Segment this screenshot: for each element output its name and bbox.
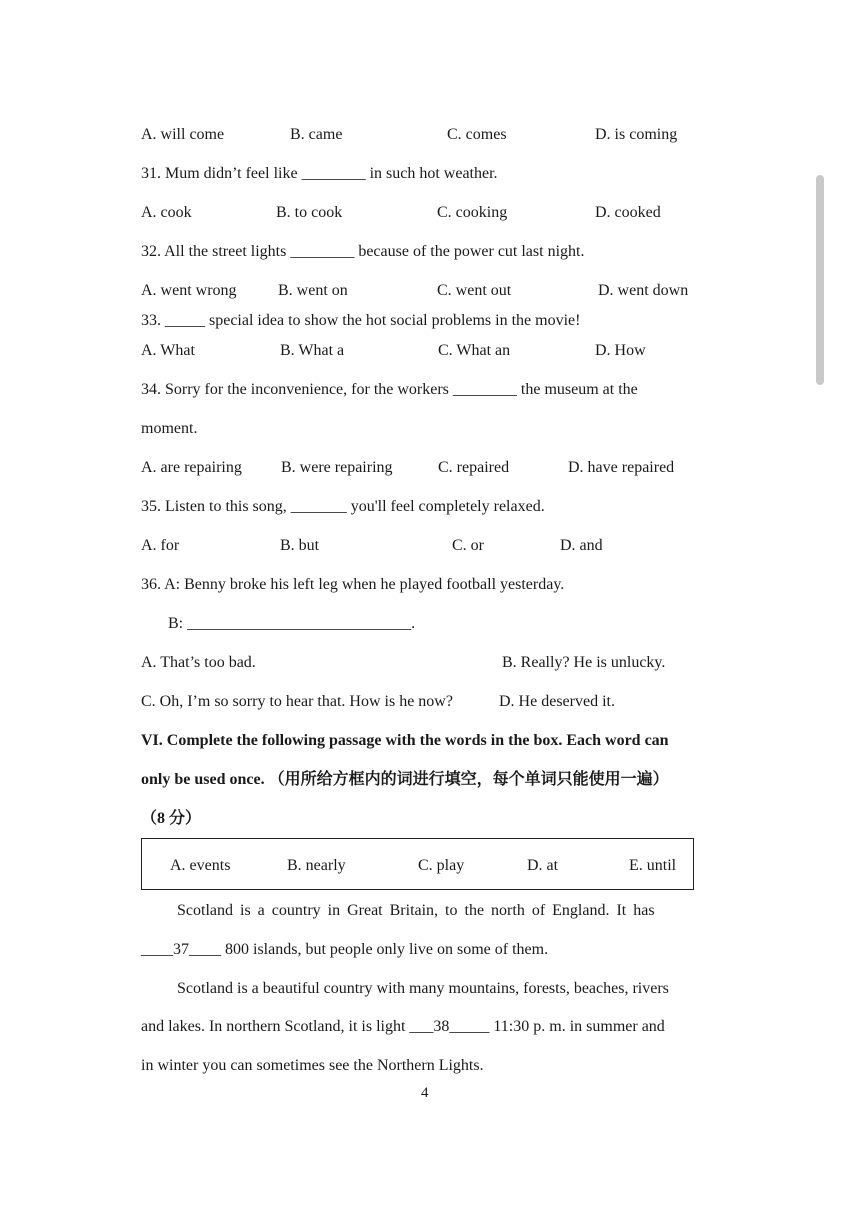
word-box-item-d: D. at (527, 857, 559, 874)
q32-option-b: B. went on (278, 282, 348, 299)
passage-paragraph-2: Scotland is a beautiful country with many mountains, forests, beaches, rivers (177, 980, 669, 997)
q32-option-a: A. went wrong (141, 282, 237, 299)
q36-reply-blank: B: ____________________________. (168, 615, 416, 632)
q31-stem: 31. Mum didn’t feel like ________ in such hot weather. (141, 165, 498, 182)
q31-option-b: B. to cook (276, 204, 343, 221)
section-score: （8 分） (141, 810, 202, 827)
q32-option-d: D. went down (598, 282, 689, 299)
q31-option-c: C. cooking (437, 204, 508, 221)
page-number: 4 (421, 1085, 429, 1101)
q35-option-d: D. and (560, 537, 603, 554)
q34-stem: 34. Sorry for the inconvenience, for the workers ________ the museum at the (141, 381, 638, 398)
word-box-item-e: E. until (629, 857, 677, 874)
q35-option-a: A. for (141, 537, 180, 554)
q36-option-a: A. That’s too bad. (141, 654, 256, 671)
word-box-item-a: A. events (170, 857, 231, 874)
q32-option-c: C. went out (437, 282, 512, 299)
q33-option-d: D. How (595, 342, 646, 359)
q36-option-b: B. Really? He is unlucky. (502, 654, 666, 671)
passage-paragraph-1: Scotland is a country in Great Britain, to the north of England. It has (177, 902, 655, 919)
q36-option-d: D. He deserved it. (499, 693, 615, 710)
q34-stem-continued: moment. (141, 420, 198, 437)
q36-option-c: C. Oh, I’m so sorry to hear that. How is he now? (141, 693, 453, 710)
q34-option-d: D. have repaired (568, 459, 675, 476)
q34-option-a: A. are repairing (141, 459, 242, 476)
passage-paragraph-1-line2: ____37____ 800 islands, but people only live on some of them. (141, 941, 549, 958)
q35-stem: 35. Listen to this song, _______ you'll feel completely relaxed. (141, 498, 545, 515)
q31-option-a: A. cook (141, 204, 192, 221)
vertical-scrollbar[interactable] (816, 175, 824, 385)
section-heading-line2: only be used once. （用所给方框内的词进行填空，每个单词只能使用一遍） (141, 771, 669, 788)
q35-option-c: C. or (452, 537, 484, 554)
q30-option-a: A. will come (141, 126, 225, 143)
q32-stem: 32. All the street lights ________ because of the power cut last night. (141, 243, 585, 260)
q30-option-b: B. came (290, 126, 343, 143)
passage-paragraph-2-line2: and lakes. In northern Scotland, it is light ___38_____ 11:30 p. m. in summer and (141, 1018, 665, 1035)
section-heading: VI. Complete the following passage with the words in the box. Each word can (141, 732, 669, 749)
q34-option-b: B. were repairing (281, 459, 393, 476)
word-box-item-b: B. nearly (287, 857, 346, 874)
q30-option-c: C. comes (447, 126, 507, 143)
passage-paragraph-2-line3: in winter you can sometimes see the Northern Lights. (141, 1057, 484, 1074)
q30-option-d: D. is coming (595, 126, 678, 143)
word-box-item-c: C. play (418, 857, 465, 874)
q33-option-b: B. What a (280, 342, 345, 359)
q31-option-d: D. cooked (595, 204, 661, 221)
q35-option-b: B. but (280, 537, 320, 554)
q33-option-a: A. What (141, 342, 195, 359)
q34-option-c: C. repaired (438, 459, 510, 476)
q33-option-c: C. What an (438, 342, 511, 359)
q36-stem: 36. A: Benny broke his left leg when he played football yesterday. (141, 576, 565, 593)
q33-stem: 33. _____ special idea to show the hot social problems in the movie! (141, 312, 581, 329)
